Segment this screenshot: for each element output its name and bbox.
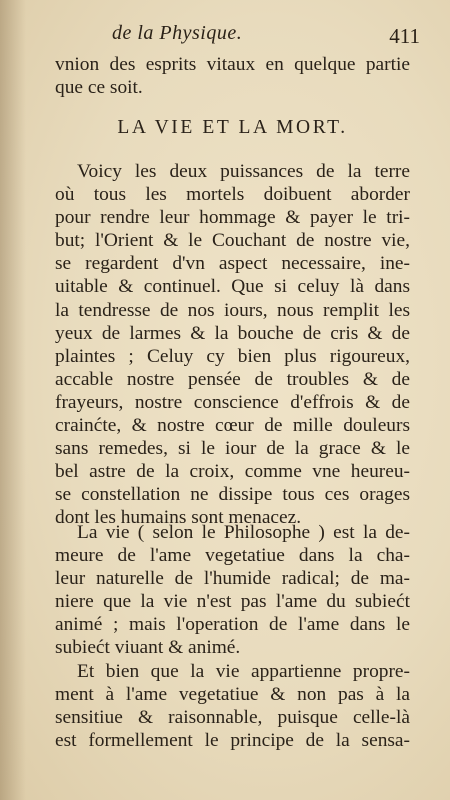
paragraph-3: [55, 660, 410, 752]
text-line: leur naturelle de l'humide radical; de ma-: [55, 568, 410, 590]
text-line: pour rendre leur hommage & payer le tri-: [55, 207, 410, 229]
text-line: la tendresse de nos iours, nous remplit les: [55, 299, 410, 321]
page-number: 411: [389, 24, 420, 48]
text-line: Et bien que la vie appartienne propre-: [77, 661, 410, 682]
text-line: but; l'Orient & le Couchant de nostre vie,: [55, 230, 410, 252]
carried-over-text: [55, 53, 410, 99]
text-line: est formellement le principe de la sensa-: [55, 730, 410, 752]
text-line: ment à l'ame vegetatiue & non pas à la: [55, 684, 410, 706]
page-header: [112, 22, 420, 48]
text-line: où tous les mortels doibuent aborder: [55, 184, 410, 206]
running-title: de la Physique.: [112, 22, 243, 44]
text-line: accable nostre pensée de troubles & de: [55, 368, 410, 390]
text-line: frayeurs, nostre conscience d'effrois & de: [55, 391, 410, 413]
text-line: niere que la vie n'est pas l'ame du subiećt: [55, 591, 410, 613]
text-line: animé ; mais l'operation de l'ame dans le: [55, 614, 410, 636]
text-line: subiećt viuant & animé.: [55, 637, 241, 659]
text-line: se regardent d'vn aspect necessaire, ine-: [55, 253, 410, 275]
section-heading: LA VIE ET LA MORT.: [117, 117, 348, 138]
paragraph-2: [55, 521, 410, 660]
text-line: Voicy les deux puissances de la terre: [77, 161, 410, 182]
text-line: La vie ( selon le Philosophe ) est la de-: [77, 522, 410, 543]
text-line: uitable & continuel. Que si celuy là dans: [55, 276, 410, 298]
text-line: plaintes ; Celuy cy bien plus rigoureux,: [55, 345, 410, 367]
text-line: crainćte, & nostre cœur de mille douleurs: [55, 415, 410, 437]
text-line: sans remedes, si le iour de la grace & le: [55, 438, 410, 460]
text-line: se constellation ne dissipe tous ces orages: [55, 484, 410, 506]
text-line: sensitiue & raisonnable, puisque celle-là: [55, 707, 410, 729]
paragraph-1: [55, 160, 410, 530]
text-line: dont les humains sont menacez.: [55, 507, 302, 529]
text-line: que ce soit.: [55, 77, 143, 99]
text-line: bel astre de la croix, comme vne heureu-: [55, 461, 410, 483]
text-line: vnion des esprits vitaux en quelque partie: [55, 54, 410, 75]
text-line: yeux de larmes & la bouche de cris & de: [55, 322, 410, 344]
text-line: meure de l'ame vegetatiue dans la cha-: [55, 545, 410, 567]
